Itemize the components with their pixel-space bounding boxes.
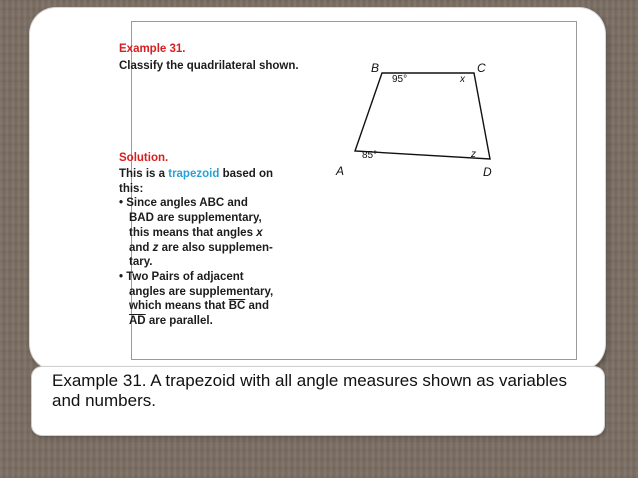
variable-x: x bbox=[256, 226, 263, 239]
solution-intro-line bbox=[119, 167, 319, 182]
bullet1-line3-text: this means that angles bbox=[129, 226, 253, 239]
bullet1-line1: • Since angles ABC and bbox=[119, 197, 248, 210]
bullet2-line3-after: and bbox=[248, 300, 269, 313]
bullet2-line1: • Two Pairs of adjacent bbox=[119, 270, 244, 283]
bullet2-line2: angles are supplementary, bbox=[129, 285, 274, 298]
example-title: Example 31. bbox=[119, 43, 186, 55]
bullet1-line5: tary. bbox=[129, 256, 153, 269]
angle-label-d: z bbox=[471, 149, 476, 160]
vertex-label-a: A bbox=[336, 164, 345, 178]
angle-label-b: 95° bbox=[392, 74, 408, 85]
caption-box bbox=[32, 367, 604, 435]
vertex-label-c: C bbox=[477, 61, 486, 75]
bullet2-line3 bbox=[119, 299, 319, 314]
angle-label-c: x bbox=[460, 74, 465, 85]
bullet1-line4-rest: are also supplemen- bbox=[161, 241, 273, 254]
intro-after: based on bbox=[222, 168, 274, 180]
vertex-label-b: B bbox=[371, 61, 380, 75]
bullet1-line4 bbox=[119, 241, 319, 256]
vertex-label-d: D bbox=[483, 165, 492, 179]
bullet1-line3 bbox=[119, 226, 319, 241]
bullet1-and: and bbox=[129, 241, 150, 254]
bullet1-line2: BAD are supplementary, bbox=[129, 212, 262, 225]
solution-title: Solution. bbox=[119, 152, 169, 164]
solution-body bbox=[119, 167, 319, 329]
trapezoid-highlight: trapezoid bbox=[168, 168, 220, 180]
solution-intro-line-2: this: bbox=[119, 182, 144, 195]
segment-bc: $\overline{BC}$ bbox=[228, 300, 246, 313]
variable-z: z bbox=[152, 241, 159, 254]
bullet2-line3-before: which means that bbox=[129, 300, 226, 313]
trapezoid-shape bbox=[355, 73, 490, 159]
example-prompt: Classify the quadrilateral shown. bbox=[119, 60, 299, 72]
bullet2-line4-after: are parallel. bbox=[148, 315, 213, 328]
intro-before: This is a bbox=[119, 168, 166, 180]
caption-text: Example 31. A trapezoid with all angle measures shown as variables and numbers. bbox=[52, 371, 568, 410]
trapezoid-diagram bbox=[330, 55, 505, 185]
segment-ad: $\overline{AD}$ bbox=[129, 315, 146, 328]
angle-label-a: 85° bbox=[362, 150, 378, 161]
bullet2-line4 bbox=[119, 314, 319, 329]
